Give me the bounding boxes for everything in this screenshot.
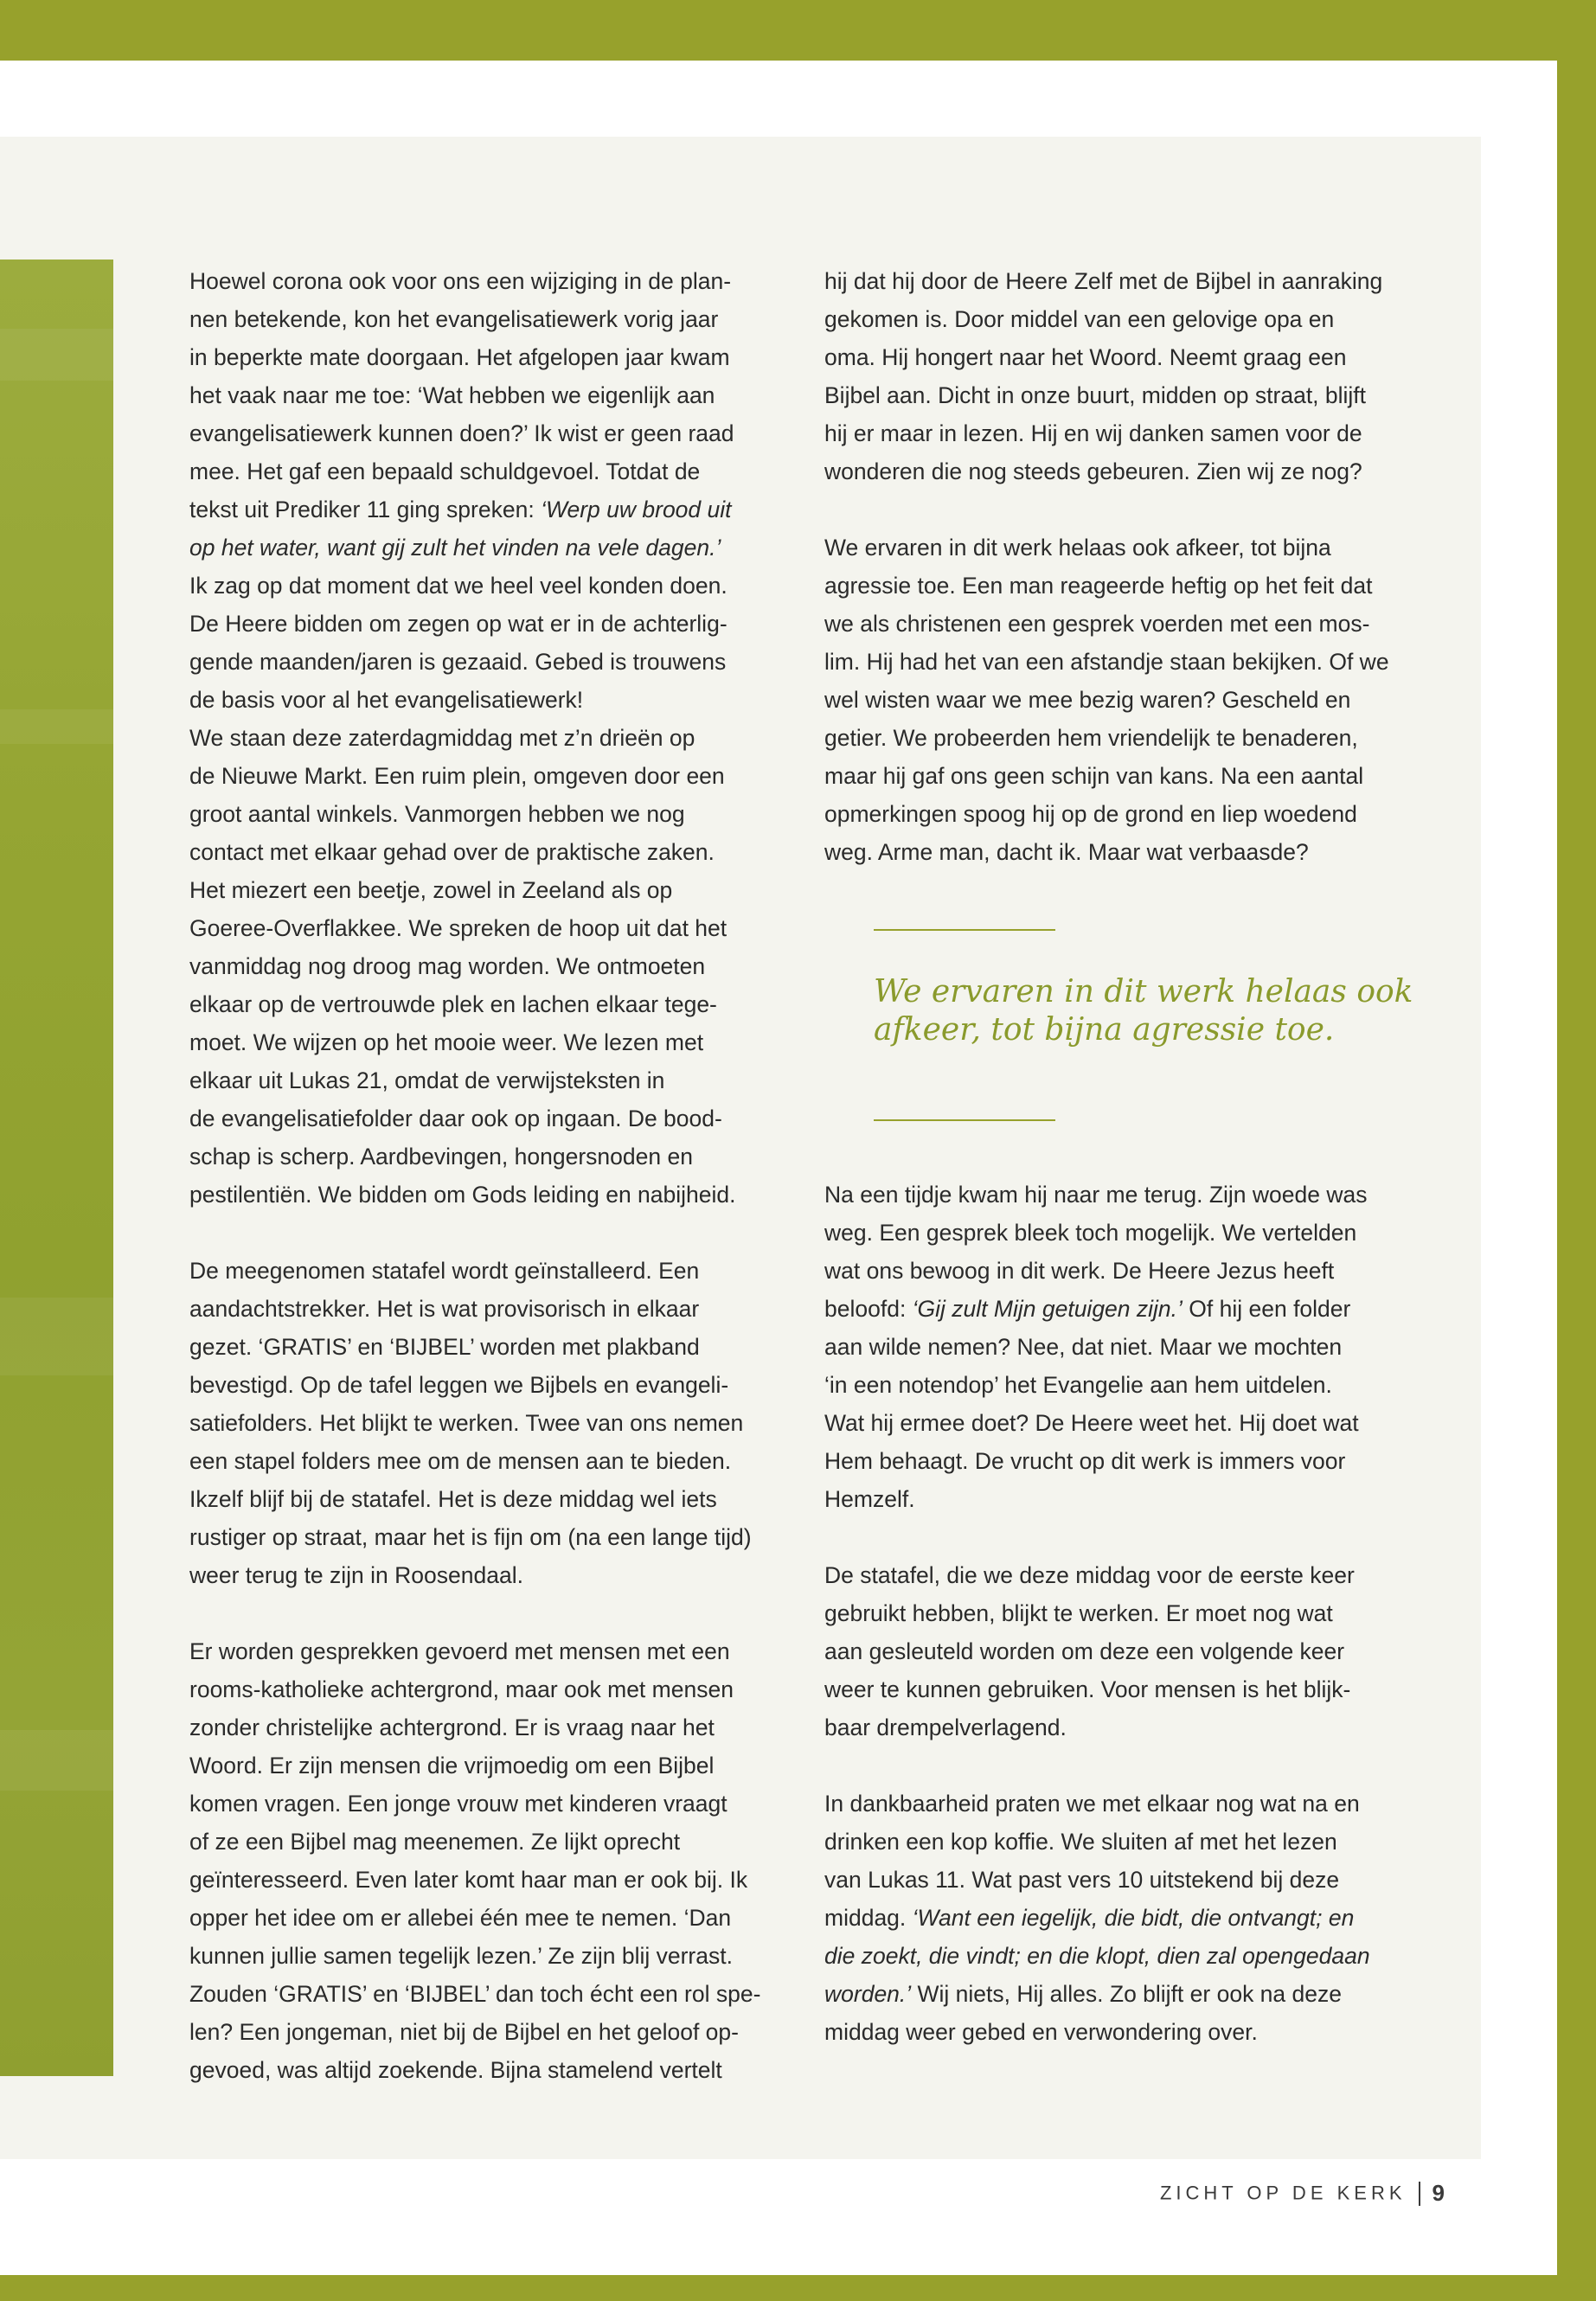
pull-quote-bottom-rule (874, 1119, 1055, 1121)
text-line: Ik zag op dat moment dat we heel veel konden doen. (189, 573, 727, 599)
text-line: gezet. ‘GRATIS’ en ‘BIJBEL’ worden met plakband (189, 1334, 700, 1360)
text-line: gekomen is. Door middel van een gelovige opa en (824, 306, 1335, 332)
text-line: schap is scherp. Aardbevingen, hongersnoden en (189, 1144, 693, 1170)
footer-separator (1419, 2182, 1420, 2206)
paragraph (189, 262, 786, 1214)
text-line (824, 1290, 1413, 1328)
text-line: Goeree-Overflakkee. We spreken de hoop uit dat het (189, 915, 727, 941)
italic-quote: ‘Want een iegelijk, die bidt, die ontvangt; en (912, 1905, 1355, 1931)
text-line: oma. Hij hongert naar het Woord. Neemt graag een (824, 344, 1347, 370)
text-line: kunnen jullie samen tegelijk lezen.’ Ze zijn blij verrast. (189, 1943, 733, 1969)
text-line: bevestigd. Op de tafel leggen we Bijbels en evangeli- (189, 1372, 729, 1398)
text-line: we als christenen een gesprek voerden met een mos- (824, 611, 1370, 637)
text-line: elkaar uit Lukas 21, omdat de verwijsteksten in (189, 1067, 665, 1093)
italic-quote: worden.’ (824, 1981, 912, 2007)
text-line (824, 1937, 1413, 1975)
text-line: Na een tijdje kwam hij naar me terug. Zijn woede was (824, 1182, 1368, 1208)
text-line: wonderen die nog steeds gebeuren. Zien wij ze nog? (824, 458, 1362, 484)
top-frame-bar (0, 0, 1596, 61)
photo-shade (0, 1730, 113, 1791)
text-line: de basis voor al het evangelisatiewerk! (189, 687, 584, 713)
text-line: rooms-katholieke achtergrond, maar ook met mensen (189, 1676, 734, 1702)
text-line: groot aantal winkels. Vanmorgen hebben we nog (189, 801, 685, 827)
text-line: Ikzelf blijf bij de statafel. Het is deze middag wel iets (189, 1486, 717, 1512)
text-line: van Lukas 11. Wat past vers 10 uitstekend bij deze (824, 1867, 1340, 1893)
italic-quote: ‘Werp uw brood uit (541, 497, 732, 522)
text-line: contact met elkaar gehad over de praktische zaken. (189, 839, 715, 865)
paragraph (189, 1632, 786, 2089)
text-line: satiefolders. Het blijkt te werken. Twee van ons nemen (189, 1410, 744, 1436)
text-line: gebruikt hebben, blijkt te werken. Er moet nog wat (824, 1600, 1333, 1626)
text-line (189, 490, 786, 529)
text-line: lim. Hij had het van een afstandje staan bekijken. Of we (824, 649, 1389, 675)
photo-shade (0, 1298, 113, 1375)
text-line: Hemzelf. (824, 1486, 915, 1512)
text-line: wat ons bewoog in dit werk. De Heere Jezus heeft (824, 1258, 1335, 1284)
text-line: elkaar op de vertrouwde plek en lachen elkaar tege- (189, 991, 717, 1017)
text-line: De Heere bidden om zegen op wat er in de achterlig- (189, 611, 727, 637)
text-line: in beperkte mate doorgaan. Het afgelopen jaar kwam (189, 344, 730, 370)
italic-quote: op het water, want gij zult het vinden na vele dagen.’ (189, 535, 721, 561)
bottom-frame-bar (0, 2275, 1596, 2301)
pull-quote-line: afkeer, tot bijna agressie toe. (874, 1012, 1335, 1048)
left-column (189, 262, 786, 2127)
text-line: het vaak naar me toe: ‘Wat hebben we eigenlijk aan (189, 382, 715, 408)
text-line: aan gesleuteld worden om deze een volgende keer (824, 1638, 1345, 1664)
paragraph (189, 1252, 786, 1594)
text-line: vanmiddag nog droog mag worden. We ontmoeten (189, 953, 706, 979)
text-line: de Nieuwe Markt. Een ruim plein, omgeven door een (189, 763, 725, 789)
italic-quote: ‘Gij zult Mijn getuigen zijn.’ (912, 1296, 1183, 1322)
text-line: drinken een kop koffie. We sluiten af met het lezen (824, 1829, 1337, 1855)
text-line: hij er maar in lezen. Hij en wij danken samen voor de (824, 420, 1362, 446)
text-line: Wat hij ermee doet? De Heere weet het. Hij doet wat (824, 1410, 1359, 1436)
paragraph (824, 1176, 1413, 1518)
text-line: Zouden ‘GRATIS’ en ‘BIJBEL’ dan toch écht een rol spe- (189, 1981, 761, 2007)
text-line: geïnteresseerd. Even later komt haar man er ook bij. Ik (189, 1867, 748, 1893)
right-frame-bar (1557, 0, 1596, 2301)
text-line: We ervaren in dit werk helaas ook afkeer, tot bijna (824, 535, 1331, 561)
text-line: maar hij gaf ons geen schijn van kans. Na een aantal (824, 763, 1364, 789)
text-line: moet. We wijzen op het mooie weer. We lezen met (189, 1029, 704, 1055)
text-line (824, 1899, 1413, 1937)
text-line: opmerkingen spoog hij op de grond en liep woedend (824, 801, 1357, 827)
page-number: 9 (1432, 2180, 1445, 2206)
text-line: weer te kunnen gebruiken. Voor mensen is het blijk- (824, 1676, 1351, 1702)
text-line: nen betekende, kon het evangelisatiewerk vorig jaar (189, 306, 719, 332)
text-line: of ze een Bijbel mag meenemen. Ze lijkt oprecht (189, 1829, 681, 1855)
text-line: pestilentiën. We bidden om Gods leiding en nabijheid. (189, 1182, 736, 1208)
text-line: de evangelisatiefolder daar ook op ingaan. De bood- (189, 1106, 722, 1131)
text-line: wel wisten waar we mee bezig waren? Gescheld en (824, 687, 1351, 713)
text-line: een stapel folders mee om de mensen aan te bieden. (189, 1448, 732, 1474)
paragraph (824, 1785, 1413, 2051)
text-line: De meegenomen statafel wordt geïnstalleerd. Een (189, 1258, 700, 1284)
pull-quote-line: We ervaren in dit werk helaas ook (874, 974, 1413, 1009)
text-fragment: Of hij een folder (1182, 1296, 1351, 1322)
text-line: Woord. Er zijn mensen die vrijmoedig om een Bijbel (189, 1753, 715, 1779)
text-line: len? Een jongeman, niet bij de Bijbel en het geloof op- (189, 2019, 739, 2045)
text-line: Bijbel aan. Dicht in onze buurt, midden op straat, blijft (824, 382, 1367, 408)
text-line (189, 529, 786, 567)
text-line: mee. Het gaf een bepaald schuldgevoel. Totdat de (189, 458, 701, 484)
text-line: getier. We probeerden hem vriendelijk te benaderen, (824, 725, 1358, 751)
text-line: middag weer gebed en verwondering over. (824, 2019, 1258, 2045)
text-line: agressie toe. Een man reageerde heftig op het feit dat (824, 573, 1373, 599)
text-line (824, 1975, 1413, 2013)
text-line: rustiger op straat, maar het is fijn om (na een lange tijd) (189, 1524, 752, 1550)
text-line: baar drempelverlagend. (824, 1715, 1067, 1740)
right-column (824, 262, 1413, 2089)
pull-quote (874, 929, 1413, 1130)
text-line: zonder christelijke achtergrond. Er is vraag naar het (189, 1715, 715, 1740)
text-line: aan wilde nemen? Nee, dat niet. Maar we mochten (824, 1334, 1343, 1360)
text-line: De statafel, die we deze middag voor de eerste keer (824, 1562, 1355, 1588)
text-line: Hoewel corona ook voor ons een wijziging in de plan- (189, 268, 732, 294)
text-line: opper het idee om er allebei één mee te nemen. ‘Dan (189, 1905, 732, 1931)
page-footer (1116, 2180, 1445, 2214)
text-line: hij dat hij door de Heere Zelf met de Bijbel in aanraking (824, 268, 1383, 294)
text-line: weg. Een gesprek bleek toch mogelijk. We vertelden (824, 1220, 1357, 1246)
green-photo-strip (0, 260, 113, 2076)
paragraph (824, 529, 1413, 871)
text-fragment: beloofd: (824, 1296, 913, 1322)
text-line: ‘in een notendop’ het Evangelie aan hem uitdelen. (824, 1372, 1332, 1398)
pull-quote-text (874, 973, 1413, 1049)
text-line: komen vragen. Een jonge vrouw met kinderen vraagt (189, 1791, 727, 1817)
text-line: In dankbaarheid praten we met elkaar nog wat na en (824, 1791, 1360, 1817)
text-line: gevoed, was altijd zoekende. Bijna stamelend vertelt (189, 2057, 722, 2083)
text-line: Hem behaagt. De vrucht op dit werk is immers voor (824, 1448, 1346, 1474)
italic-quote: die zoekt, die vindt; en die klopt, dien zal opengedaan (824, 1943, 1370, 1969)
text-line: Er worden gesprekken gevoerd met mensen met een (189, 1638, 730, 1664)
text-line: Het miezert een beetje, zowel in Zeeland als op (189, 877, 673, 903)
text-line: evangelisatiewerk kunnen doen?’ Ik wist er geen raad (189, 420, 734, 446)
photo-shade (0, 329, 113, 381)
paragraph (824, 262, 1413, 490)
text-line: weer terug te zijn in Roosendaal. (189, 1562, 523, 1588)
pull-quote-top-rule (874, 929, 1055, 931)
text-fragment: Wij niets, Hij alles. Zo blijft er ook na deze (911, 1981, 1342, 2007)
text-fragment: tekst uit Prediker 11 ging spreken: (189, 497, 542, 522)
text-line: weg. Arme man, dacht ik. Maar wat verbaasde? (824, 839, 1309, 865)
photo-shade (0, 709, 113, 744)
text-line: gende maanden/jaren is gezaaid. Gebed is trouwens (189, 649, 727, 675)
paragraph (824, 1556, 1413, 1747)
text-line: aandachtstrekker. Het is wat provisorisch in elkaar (189, 1296, 700, 1322)
text-line: We staan deze zaterdagmiddag met z’n drieën op (189, 725, 695, 751)
magazine-title: ZICHT OP DE KERK (1159, 2182, 1407, 2204)
text-fragment: middag. (824, 1905, 913, 1931)
